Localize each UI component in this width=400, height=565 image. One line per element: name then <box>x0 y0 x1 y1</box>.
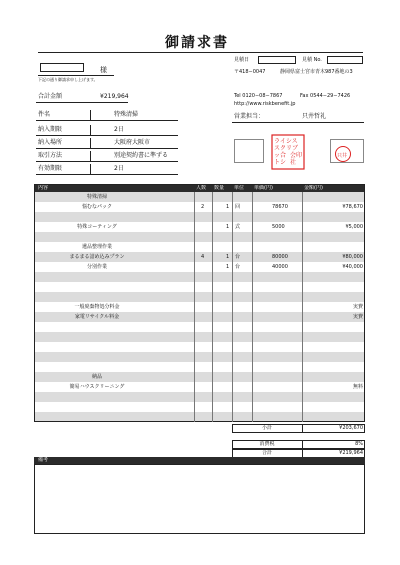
table-cell-amount: 無料 <box>352 384 363 390</box>
summary-value: 2日 <box>114 165 124 172</box>
summary-label: 件名 <box>38 111 51 118</box>
svg-text:会印: 会印 <box>290 152 303 159</box>
table-cell-qty: 1 <box>226 254 230 260</box>
company-fax: Fax 0544−29−7426 <box>300 93 351 99</box>
title-underline <box>38 52 363 53</box>
summary-underline <box>36 120 178 121</box>
table-cell-unit: 回 <box>235 204 241 210</box>
table-cell-unit: 台 <box>235 264 241 270</box>
table-cell-content: 特殊コーティング <box>77 224 117 230</box>
table-header-cell: 内容 <box>38 184 49 191</box>
table-cell-content: 簡易ハウスクリーニング <box>69 384 125 390</box>
table-cell-amount: ¥80,000 <box>342 254 363 260</box>
summary-label: 取引方法 <box>38 152 63 159</box>
table-cell-content: 悩むなパック <box>81 204 112 210</box>
table-col-line <box>252 192 253 422</box>
svg-text:ッ合: ッ合 <box>274 152 287 159</box>
table-header-cell: 単位 <box>234 184 245 191</box>
svg-text:トシ: トシ <box>274 159 287 166</box>
table-header-cell: 金額(円) <box>304 184 323 191</box>
ref-no-label: 見積 No. <box>302 57 322 63</box>
table-cell-amount: 実費 <box>352 304 363 310</box>
company-postal: 〒418−0047 <box>234 69 266 75</box>
table-border <box>34 184 365 422</box>
summary-divider <box>90 164 91 175</box>
table-cell-content: 家電リサイクル料金 <box>74 314 120 320</box>
svg-text:只井: 只井 <box>337 153 348 159</box>
summary-value: 別途契約書に準ずる <box>114 152 169 159</box>
table-cell-content: 納品 <box>91 374 102 380</box>
stamp-box-left <box>234 139 264 163</box>
table-header-cell: 人数 <box>196 184 207 191</box>
summary-label: 有効期限 <box>38 165 63 172</box>
summary-value: 大阪府大阪市 <box>114 139 151 146</box>
table-header-cell: 数量 <box>214 184 225 191</box>
table-cell-unit: 台 <box>235 254 241 260</box>
summary-divider <box>90 110 91 121</box>
summary-label: 納入期限 <box>38 126 63 133</box>
stamp-box-right <box>330 139 364 163</box>
summary-value: 2日 <box>114 126 124 133</box>
ref-no-box <box>327 56 363 64</box>
summary-underline <box>36 135 178 136</box>
customer-honorific: 様 <box>100 66 107 74</box>
table-cell-persons: 4 <box>201 254 205 260</box>
table-cell-price: 40000 <box>272 264 288 270</box>
table-cell-qty: 1 <box>226 204 230 210</box>
ref-date-label: 見積日 <box>234 57 250 63</box>
table-cell-amount: 実費 <box>352 314 363 320</box>
totals-value: ¥203,670 <box>339 425 363 431</box>
summary-underline <box>36 161 178 162</box>
totals-label: 消費税 <box>259 441 275 447</box>
summary-underline <box>36 148 178 149</box>
table-cell-amount: ¥5,000 <box>345 224 363 230</box>
table-cell-qty: 1 <box>226 224 230 230</box>
table-col-line <box>302 192 303 422</box>
ref-date-box <box>258 56 296 64</box>
table-header-cell: 単価(円) <box>254 184 273 191</box>
summary-label: 納入場所 <box>38 139 63 146</box>
summary-value: 特殊清掃 <box>114 111 139 118</box>
table-cell-price: 5000 <box>272 224 285 230</box>
remarks-box <box>34 464 365 534</box>
summary-underline <box>36 174 178 175</box>
totals-value: ¥219,964 <box>339 450 363 456</box>
summary-label: 合計金額 <box>38 93 63 100</box>
customer-note: 下記の通り御請求申し上げます。 <box>38 77 98 82</box>
company-url: http://www.riskbenefit.jp <box>234 101 296 107</box>
table-cell-amount: ¥40,000 <box>342 264 363 270</box>
totals-label: 合計 <box>261 450 272 456</box>
svg-text:ライシス: ライシス <box>274 138 298 145</box>
summary-divider <box>90 138 91 149</box>
table-col-line <box>212 192 213 422</box>
table-col-line <box>232 192 233 422</box>
table-cell-content: 遺品整理作業 <box>81 244 112 250</box>
remarks-header: 備考 <box>34 457 365 464</box>
table-cell-content: 一般廃棄物処分料金 <box>74 304 120 310</box>
totals-label: 小計 <box>261 425 272 431</box>
table-col-line <box>194 192 195 422</box>
svg-text:スクリブ: スクリブ <box>274 145 299 152</box>
rep-underline <box>232 122 364 123</box>
totals-value: 8% <box>355 441 363 447</box>
table-cell-content: 分別作業 <box>86 264 107 270</box>
rep-name: 只井哲礼 <box>302 113 327 120</box>
table-cell-persons: 2 <box>201 204 205 210</box>
customer-underline <box>38 75 114 76</box>
customer-name-box <box>40 63 84 72</box>
table-cell-amount: ¥78,670 <box>342 204 363 210</box>
summary-divider <box>90 125 91 136</box>
company-seal <box>268 133 308 173</box>
svg-text:社: 社 <box>290 159 297 166</box>
table-cell-content: まるまる詰め込みプラン <box>69 254 125 260</box>
rep-label: 営業担当： <box>234 113 265 120</box>
table-cell-price: 80000 <box>272 254 288 260</box>
table-cell-content: 特殊清掃 <box>86 194 107 200</box>
table-cell-qty: 1 <box>226 264 230 270</box>
company-address: 静岡県富士宮市青木987番地の3 <box>280 69 353 75</box>
table-cell-price: 78670 <box>272 204 288 210</box>
summary-divider <box>90 151 91 162</box>
table-cell-unit: 式 <box>235 224 241 230</box>
company-tel: Tel 0120−08−7867 <box>234 93 283 99</box>
summary-underline <box>36 102 128 103</box>
page-title: 御請求書 <box>165 35 229 51</box>
summary-value: ¥219,964 <box>100 93 129 100</box>
